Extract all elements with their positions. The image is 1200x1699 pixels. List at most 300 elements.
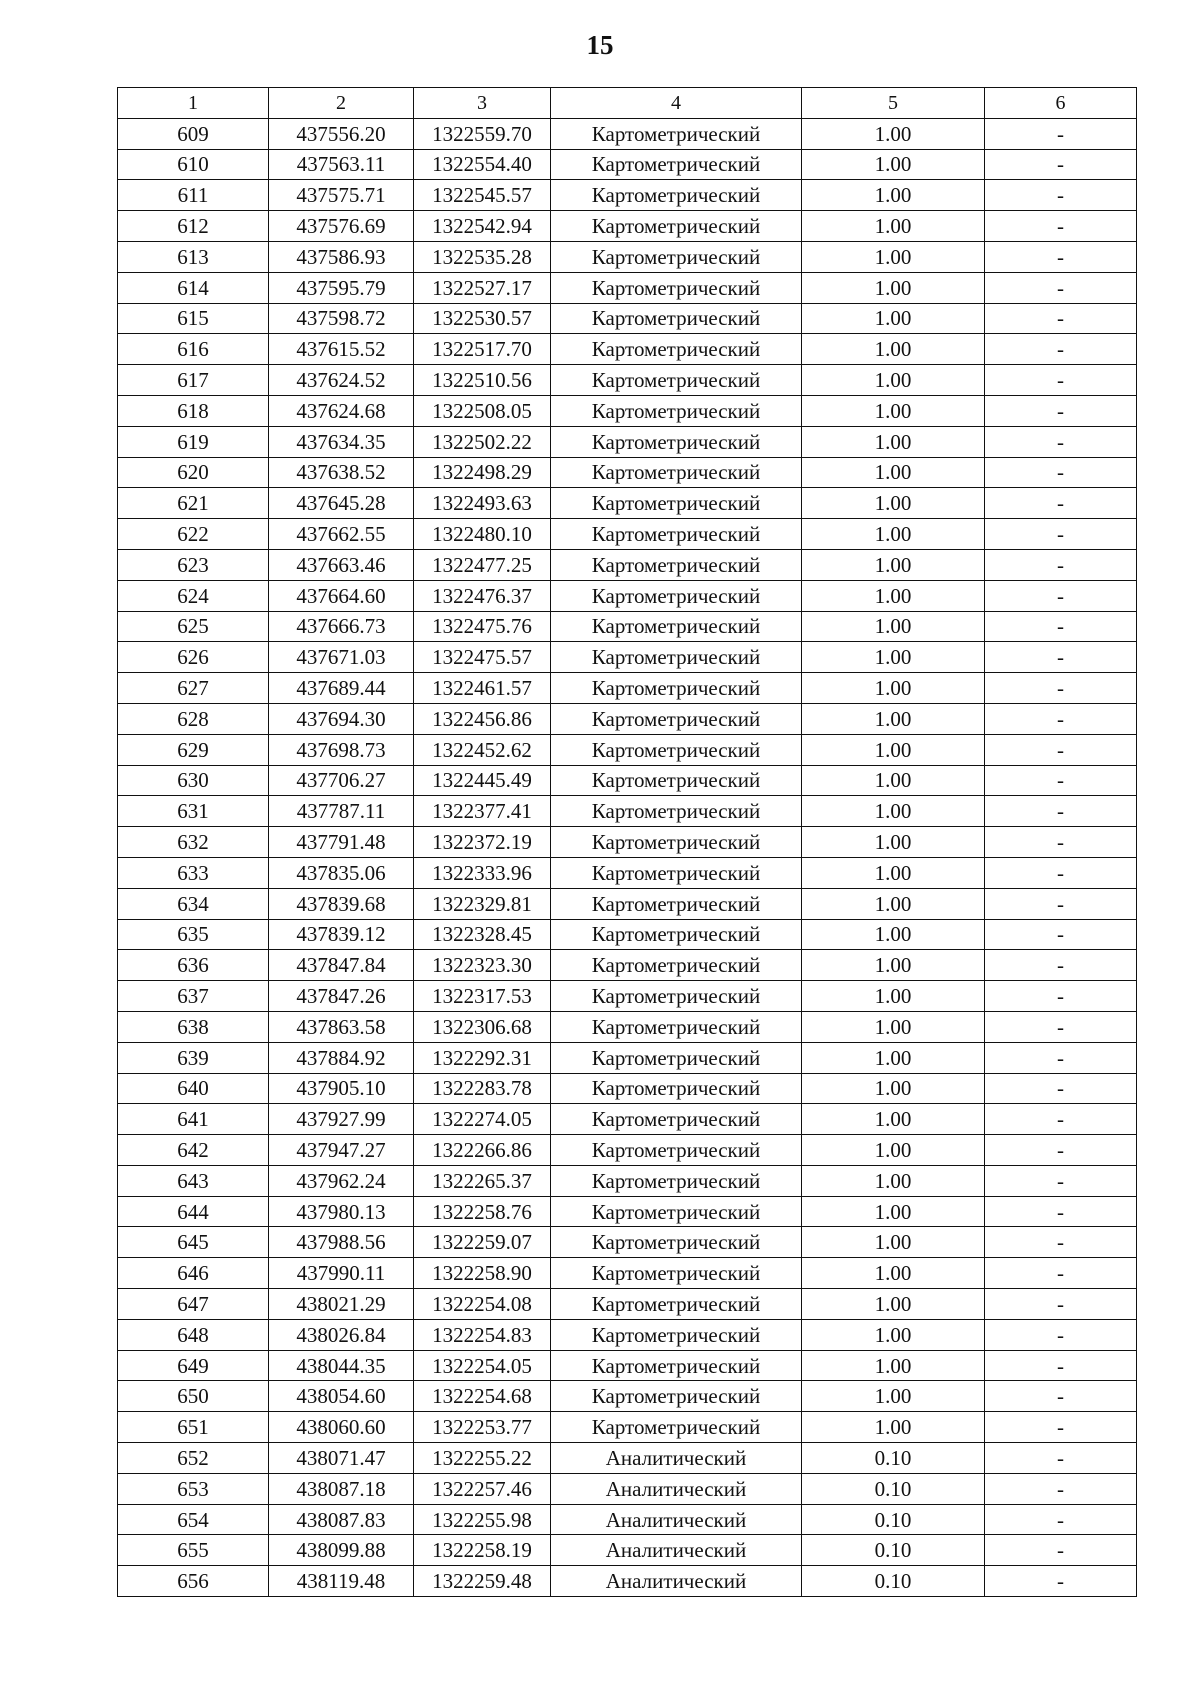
table-row — [118, 950, 1137, 981]
x-coordinate-cell: 437598.72 — [269, 303, 414, 334]
method-cell: Картометрический — [551, 180, 802, 211]
point-number-cell: 649 — [118, 1350, 269, 1381]
accuracy-cell: 1.00 — [802, 519, 985, 550]
note-cell: - — [985, 303, 1137, 334]
y-coordinate-cell: 1322502.22 — [414, 426, 551, 457]
table-row — [118, 1504, 1137, 1535]
note-cell: - — [985, 1227, 1137, 1258]
table-row — [118, 334, 1137, 365]
table-row — [118, 642, 1137, 673]
method-cell: Картометрический — [551, 827, 802, 858]
note-cell: - — [985, 1165, 1137, 1196]
y-coordinate-cell: 1322266.86 — [414, 1135, 551, 1166]
point-number-cell: 641 — [118, 1104, 269, 1135]
point-number-cell: 616 — [118, 334, 269, 365]
y-coordinate-cell: 1322530.57 — [414, 303, 551, 334]
note-cell: - — [985, 1319, 1137, 1350]
x-coordinate-cell: 437662.55 — [269, 519, 414, 550]
x-coordinate-cell: 437634.35 — [269, 426, 414, 457]
method-cell: Картометрический — [551, 1011, 802, 1042]
table-row — [118, 365, 1137, 396]
accuracy-cell: 1.00 — [802, 1135, 985, 1166]
note-cell: - — [985, 1381, 1137, 1412]
accuracy-cell: 0.10 — [802, 1504, 985, 1535]
table-row — [118, 981, 1137, 1012]
point-number-cell: 617 — [118, 365, 269, 396]
accuracy-cell: 1.00 — [802, 857, 985, 888]
y-coordinate-cell: 1322323.30 — [414, 950, 551, 981]
method-cell: Картометрический — [551, 395, 802, 426]
method-cell: Картометрический — [551, 1412, 802, 1443]
y-coordinate-cell: 1322259.48 — [414, 1566, 551, 1597]
x-coordinate-cell: 438026.84 — [269, 1319, 414, 1350]
x-coordinate-cell: 437645.28 — [269, 488, 414, 519]
point-number-cell: 613 — [118, 241, 269, 272]
point-number-cell: 656 — [118, 1566, 269, 1597]
accuracy-cell: 1.00 — [802, 365, 985, 396]
table-row — [118, 888, 1137, 919]
method-cell: Картометрический — [551, 1073, 802, 1104]
column-header-2: 2 — [269, 88, 414, 119]
note-cell: - — [985, 488, 1137, 519]
accuracy-cell: 0.10 — [802, 1535, 985, 1566]
table-row — [118, 734, 1137, 765]
point-number-cell: 614 — [118, 272, 269, 303]
method-cell: Картометрический — [551, 519, 802, 550]
y-coordinate-cell: 1322456.86 — [414, 703, 551, 734]
x-coordinate-cell: 437884.92 — [269, 1042, 414, 1073]
table-row — [118, 1165, 1137, 1196]
note-cell: - — [985, 796, 1137, 827]
accuracy-cell: 1.00 — [802, 827, 985, 858]
column-header-6: 6 — [985, 88, 1137, 119]
y-coordinate-cell: 1322257.46 — [414, 1473, 551, 1504]
point-number-cell: 643 — [118, 1165, 269, 1196]
x-coordinate-cell: 437905.10 — [269, 1073, 414, 1104]
point-number-cell: 635 — [118, 919, 269, 950]
x-coordinate-cell: 437689.44 — [269, 673, 414, 704]
y-coordinate-cell: 1322274.05 — [414, 1104, 551, 1135]
accuracy-cell: 1.00 — [802, 488, 985, 519]
table-row — [118, 611, 1137, 642]
table-row — [118, 1104, 1137, 1135]
x-coordinate-cell: 438044.35 — [269, 1350, 414, 1381]
note-cell: - — [985, 1473, 1137, 1504]
x-coordinate-cell: 437586.93 — [269, 241, 414, 272]
x-coordinate-cell: 437980.13 — [269, 1196, 414, 1227]
table-row — [118, 549, 1137, 580]
x-coordinate-cell: 437962.24 — [269, 1165, 414, 1196]
method-cell: Картометрический — [551, 1227, 802, 1258]
x-coordinate-cell: 437863.58 — [269, 1011, 414, 1042]
table-row — [118, 1227, 1137, 1258]
note-cell: - — [985, 1196, 1137, 1227]
y-coordinate-cell: 1322254.68 — [414, 1381, 551, 1412]
accuracy-cell: 1.00 — [802, 950, 985, 981]
x-coordinate-cell: 437615.52 — [269, 334, 414, 365]
point-number-cell: 648 — [118, 1319, 269, 1350]
y-coordinate-cell: 1322255.98 — [414, 1504, 551, 1535]
y-coordinate-cell: 1322377.41 — [414, 796, 551, 827]
accuracy-cell: 1.00 — [802, 1042, 985, 1073]
table-row — [118, 796, 1137, 827]
note-cell: - — [985, 1566, 1137, 1597]
x-coordinate-cell: 438071.47 — [269, 1443, 414, 1474]
accuracy-cell: 1.00 — [802, 580, 985, 611]
point-number-cell: 653 — [118, 1473, 269, 1504]
x-coordinate-cell: 437595.79 — [269, 272, 414, 303]
accuracy-cell: 1.00 — [802, 1319, 985, 1350]
x-coordinate-cell: 437988.56 — [269, 1227, 414, 1258]
point-number-cell: 640 — [118, 1073, 269, 1104]
point-number-cell: 612 — [118, 211, 269, 242]
note-cell: - — [985, 365, 1137, 396]
y-coordinate-cell: 1322508.05 — [414, 395, 551, 426]
accuracy-cell: 1.00 — [802, 395, 985, 426]
method-cell: Картометрический — [551, 796, 802, 827]
x-coordinate-cell: 437694.30 — [269, 703, 414, 734]
note-cell: - — [985, 734, 1137, 765]
accuracy-cell: 1.00 — [802, 1011, 985, 1042]
method-cell: Картометрический — [551, 981, 802, 1012]
table-row — [118, 1350, 1137, 1381]
x-coordinate-cell: 438099.88 — [269, 1535, 414, 1566]
method-cell: Картометрический — [551, 1196, 802, 1227]
accuracy-cell: 1.00 — [802, 703, 985, 734]
note-cell: - — [985, 580, 1137, 611]
point-number-cell: 645 — [118, 1227, 269, 1258]
method-cell: Аналитический — [551, 1473, 802, 1504]
accuracy-cell: 1.00 — [802, 334, 985, 365]
y-coordinate-cell: 1322480.10 — [414, 519, 551, 550]
note-cell: - — [985, 1289, 1137, 1320]
accuracy-cell: 1.00 — [802, 1381, 985, 1412]
x-coordinate-cell: 437791.48 — [269, 827, 414, 858]
point-number-cell: 636 — [118, 950, 269, 981]
note-cell: - — [985, 1073, 1137, 1104]
method-cell: Картометрический — [551, 1104, 802, 1135]
method-cell: Картометрический — [551, 241, 802, 272]
note-cell: - — [985, 857, 1137, 888]
method-cell: Картометрический — [551, 211, 802, 242]
x-coordinate-cell: 437847.84 — [269, 950, 414, 981]
point-number-cell: 628 — [118, 703, 269, 734]
note-cell: - — [985, 1104, 1137, 1135]
accuracy-cell: 1.00 — [802, 1073, 985, 1104]
x-coordinate-cell: 438021.29 — [269, 1289, 414, 1320]
point-number-cell: 638 — [118, 1011, 269, 1042]
accuracy-cell: 1.00 — [802, 981, 985, 1012]
accuracy-cell: 1.00 — [802, 919, 985, 950]
note-cell: - — [985, 241, 1137, 272]
method-cell: Картометрический — [551, 1135, 802, 1166]
accuracy-cell: 1.00 — [802, 1350, 985, 1381]
x-coordinate-cell: 437563.11 — [269, 149, 414, 180]
table-row — [118, 1381, 1137, 1412]
y-coordinate-cell: 1322554.40 — [414, 149, 551, 180]
method-cell: Картометрический — [551, 1042, 802, 1073]
point-number-cell: 609 — [118, 118, 269, 149]
method-cell: Аналитический — [551, 1443, 802, 1474]
y-coordinate-cell: 1322328.45 — [414, 919, 551, 950]
note-cell: - — [985, 519, 1137, 550]
y-coordinate-cell: 1322517.70 — [414, 334, 551, 365]
y-coordinate-cell: 1322333.96 — [414, 857, 551, 888]
method-cell: Картометрический — [551, 426, 802, 457]
table-row — [118, 457, 1137, 488]
accuracy-cell: 1.00 — [802, 426, 985, 457]
note-cell: - — [985, 1135, 1137, 1166]
note-cell: - — [985, 272, 1137, 303]
point-number-cell: 642 — [118, 1135, 269, 1166]
point-number-cell: 654 — [118, 1504, 269, 1535]
note-cell: - — [985, 1412, 1137, 1443]
table-row — [118, 1135, 1137, 1166]
y-coordinate-cell: 1322475.76 — [414, 611, 551, 642]
point-number-cell: 619 — [118, 426, 269, 457]
accuracy-cell: 1.00 — [802, 241, 985, 272]
note-cell: - — [985, 118, 1137, 149]
method-cell: Картометрический — [551, 1381, 802, 1412]
note-cell: - — [985, 334, 1137, 365]
x-coordinate-cell: 437638.52 — [269, 457, 414, 488]
accuracy-cell: 1.00 — [802, 1196, 985, 1227]
accuracy-cell: 1.00 — [802, 1289, 985, 1320]
x-coordinate-cell: 437839.12 — [269, 919, 414, 950]
y-coordinate-cell: 1322545.57 — [414, 180, 551, 211]
y-coordinate-cell: 1322258.90 — [414, 1258, 551, 1289]
method-cell: Аналитический — [551, 1504, 802, 1535]
point-number-cell: 627 — [118, 673, 269, 704]
table-row — [118, 827, 1137, 858]
point-number-cell: 624 — [118, 580, 269, 611]
y-coordinate-cell: 1322258.19 — [414, 1535, 551, 1566]
point-number-cell: 644 — [118, 1196, 269, 1227]
method-cell: Картометрический — [551, 334, 802, 365]
table-row — [118, 395, 1137, 426]
point-number-cell: 630 — [118, 765, 269, 796]
point-number-cell: 615 — [118, 303, 269, 334]
y-coordinate-cell: 1322452.62 — [414, 734, 551, 765]
table-row — [118, 919, 1137, 950]
column-header-4: 4 — [551, 88, 802, 119]
point-number-cell: 639 — [118, 1042, 269, 1073]
method-cell: Картометрический — [551, 118, 802, 149]
x-coordinate-cell: 437576.69 — [269, 211, 414, 242]
table-row — [118, 118, 1137, 149]
method-cell: Аналитический — [551, 1535, 802, 1566]
y-coordinate-cell: 1322559.70 — [414, 118, 551, 149]
y-coordinate-cell: 1322510.56 — [414, 365, 551, 396]
note-cell: - — [985, 611, 1137, 642]
accuracy-cell: 1.00 — [802, 272, 985, 303]
note-cell: - — [985, 703, 1137, 734]
x-coordinate-cell: 438060.60 — [269, 1412, 414, 1443]
method-cell: Картометрический — [551, 149, 802, 180]
y-coordinate-cell: 1322283.78 — [414, 1073, 551, 1104]
note-cell: - — [985, 426, 1137, 457]
y-coordinate-cell: 1322542.94 — [414, 211, 551, 242]
point-number-cell: 625 — [118, 611, 269, 642]
y-coordinate-cell: 1322317.53 — [414, 981, 551, 1012]
x-coordinate-cell: 437624.68 — [269, 395, 414, 426]
x-coordinate-cell: 437666.73 — [269, 611, 414, 642]
note-cell: - — [985, 1011, 1137, 1042]
table-row — [118, 1258, 1137, 1289]
note-cell: - — [985, 950, 1137, 981]
table-row — [118, 857, 1137, 888]
y-coordinate-cell: 1322461.57 — [414, 673, 551, 704]
note-cell: - — [985, 1535, 1137, 1566]
accuracy-cell: 1.00 — [802, 303, 985, 334]
method-cell: Картометрический — [551, 950, 802, 981]
accuracy-cell: 1.00 — [802, 734, 985, 765]
accuracy-cell: 0.10 — [802, 1473, 985, 1504]
point-number-cell: 618 — [118, 395, 269, 426]
x-coordinate-cell: 437664.60 — [269, 580, 414, 611]
method-cell: Картометрический — [551, 1165, 802, 1196]
accuracy-cell: 1.00 — [802, 765, 985, 796]
point-number-cell: 623 — [118, 549, 269, 580]
table-header-row — [118, 88, 1137, 119]
method-cell: Картометрический — [551, 1319, 802, 1350]
note-cell: - — [985, 395, 1137, 426]
y-coordinate-cell: 1322475.57 — [414, 642, 551, 673]
note-cell: - — [985, 1042, 1137, 1073]
x-coordinate-cell: 437927.99 — [269, 1104, 414, 1135]
table-row — [118, 241, 1137, 272]
method-cell: Картометрический — [551, 1258, 802, 1289]
method-cell: Картометрический — [551, 1350, 802, 1381]
point-number-cell: 637 — [118, 981, 269, 1012]
x-coordinate-cell: 437990.11 — [269, 1258, 414, 1289]
table-row — [118, 426, 1137, 457]
point-number-cell: 632 — [118, 827, 269, 858]
table-row — [118, 673, 1137, 704]
y-coordinate-cell: 1322265.37 — [414, 1165, 551, 1196]
table-row — [118, 1319, 1137, 1350]
y-coordinate-cell: 1322254.05 — [414, 1350, 551, 1381]
point-number-cell: 620 — [118, 457, 269, 488]
y-coordinate-cell: 1322253.77 — [414, 1412, 551, 1443]
page-number: 15 — [586, 30, 614, 60]
table-row — [118, 1196, 1137, 1227]
note-cell: - — [985, 180, 1137, 211]
point-number-cell: 633 — [118, 857, 269, 888]
y-coordinate-cell: 1322527.17 — [414, 272, 551, 303]
y-coordinate-cell: 1322493.63 — [414, 488, 551, 519]
table-row — [118, 1011, 1137, 1042]
accuracy-cell: 1.00 — [802, 1227, 985, 1258]
note-cell: - — [985, 1258, 1137, 1289]
x-coordinate-cell: 437839.68 — [269, 888, 414, 919]
accuracy-cell: 1.00 — [802, 1258, 985, 1289]
table-body — [118, 118, 1137, 1596]
y-coordinate-cell: 1322535.28 — [414, 241, 551, 272]
y-coordinate-cell: 1322255.22 — [414, 1443, 551, 1474]
point-number-cell: 611 — [118, 180, 269, 211]
x-coordinate-cell: 438054.60 — [269, 1381, 414, 1412]
x-coordinate-cell: 437663.46 — [269, 549, 414, 580]
x-coordinate-cell: 437787.11 — [269, 796, 414, 827]
y-coordinate-cell: 1322329.81 — [414, 888, 551, 919]
table-row — [118, 1073, 1137, 1104]
note-cell: - — [985, 1504, 1137, 1535]
table-row — [118, 1443, 1137, 1474]
accuracy-cell: 1.00 — [802, 1165, 985, 1196]
table-row — [118, 580, 1137, 611]
note-cell: - — [985, 549, 1137, 580]
accuracy-cell: 0.10 — [802, 1566, 985, 1597]
note-cell: - — [985, 919, 1137, 950]
table-row — [118, 211, 1137, 242]
y-coordinate-cell: 1322254.83 — [414, 1319, 551, 1350]
method-cell: Картометрический — [551, 765, 802, 796]
y-coordinate-cell: 1322476.37 — [414, 580, 551, 611]
y-coordinate-cell: 1322372.19 — [414, 827, 551, 858]
y-coordinate-cell: 1322258.76 — [414, 1196, 551, 1227]
method-cell: Картометрический — [551, 888, 802, 919]
method-cell: Картометрический — [551, 919, 802, 950]
accuracy-cell: 1.00 — [802, 211, 985, 242]
note-cell: - — [985, 149, 1137, 180]
x-coordinate-cell: 437624.52 — [269, 365, 414, 396]
note-cell: - — [985, 981, 1137, 1012]
method-cell: Картометрический — [551, 642, 802, 673]
method-cell: Картометрический — [551, 488, 802, 519]
method-cell: Картометрический — [551, 303, 802, 334]
point-number-cell: 650 — [118, 1381, 269, 1412]
method-cell: Картометрический — [551, 734, 802, 765]
accuracy-cell: 1.00 — [802, 796, 985, 827]
method-cell: Картометрический — [551, 272, 802, 303]
table-row — [118, 1412, 1137, 1443]
column-header-1: 1 — [118, 88, 269, 119]
accuracy-cell: 1.00 — [802, 1412, 985, 1443]
method-cell: Картометрический — [551, 1289, 802, 1320]
table-row — [118, 149, 1137, 180]
accuracy-cell: 0.10 — [802, 1443, 985, 1474]
point-number-cell: 631 — [118, 796, 269, 827]
accuracy-cell: 1.00 — [802, 149, 985, 180]
point-number-cell: 610 — [118, 149, 269, 180]
y-coordinate-cell: 1322254.08 — [414, 1289, 551, 1320]
point-number-cell: 651 — [118, 1412, 269, 1443]
note-cell: - — [985, 1350, 1137, 1381]
accuracy-cell: 1.00 — [802, 642, 985, 673]
method-cell: Картометрический — [551, 580, 802, 611]
point-number-cell: 621 — [118, 488, 269, 519]
table-row — [118, 180, 1137, 211]
note-cell: - — [985, 888, 1137, 919]
method-cell: Аналитический — [551, 1566, 802, 1597]
accuracy-cell: 1.00 — [802, 1104, 985, 1135]
table-row — [118, 272, 1137, 303]
method-cell: Картометрический — [551, 611, 802, 642]
accuracy-cell: 1.00 — [802, 180, 985, 211]
point-number-cell: 626 — [118, 642, 269, 673]
table-row — [118, 1042, 1137, 1073]
point-number-cell: 655 — [118, 1535, 269, 1566]
x-coordinate-cell: 437556.20 — [269, 118, 414, 149]
table-row — [118, 1289, 1137, 1320]
column-header-3: 3 — [414, 88, 551, 119]
y-coordinate-cell: 1322292.31 — [414, 1042, 551, 1073]
accuracy-cell: 1.00 — [802, 457, 985, 488]
table-row — [118, 303, 1137, 334]
x-coordinate-cell: 437706.27 — [269, 765, 414, 796]
note-cell: - — [985, 673, 1137, 704]
